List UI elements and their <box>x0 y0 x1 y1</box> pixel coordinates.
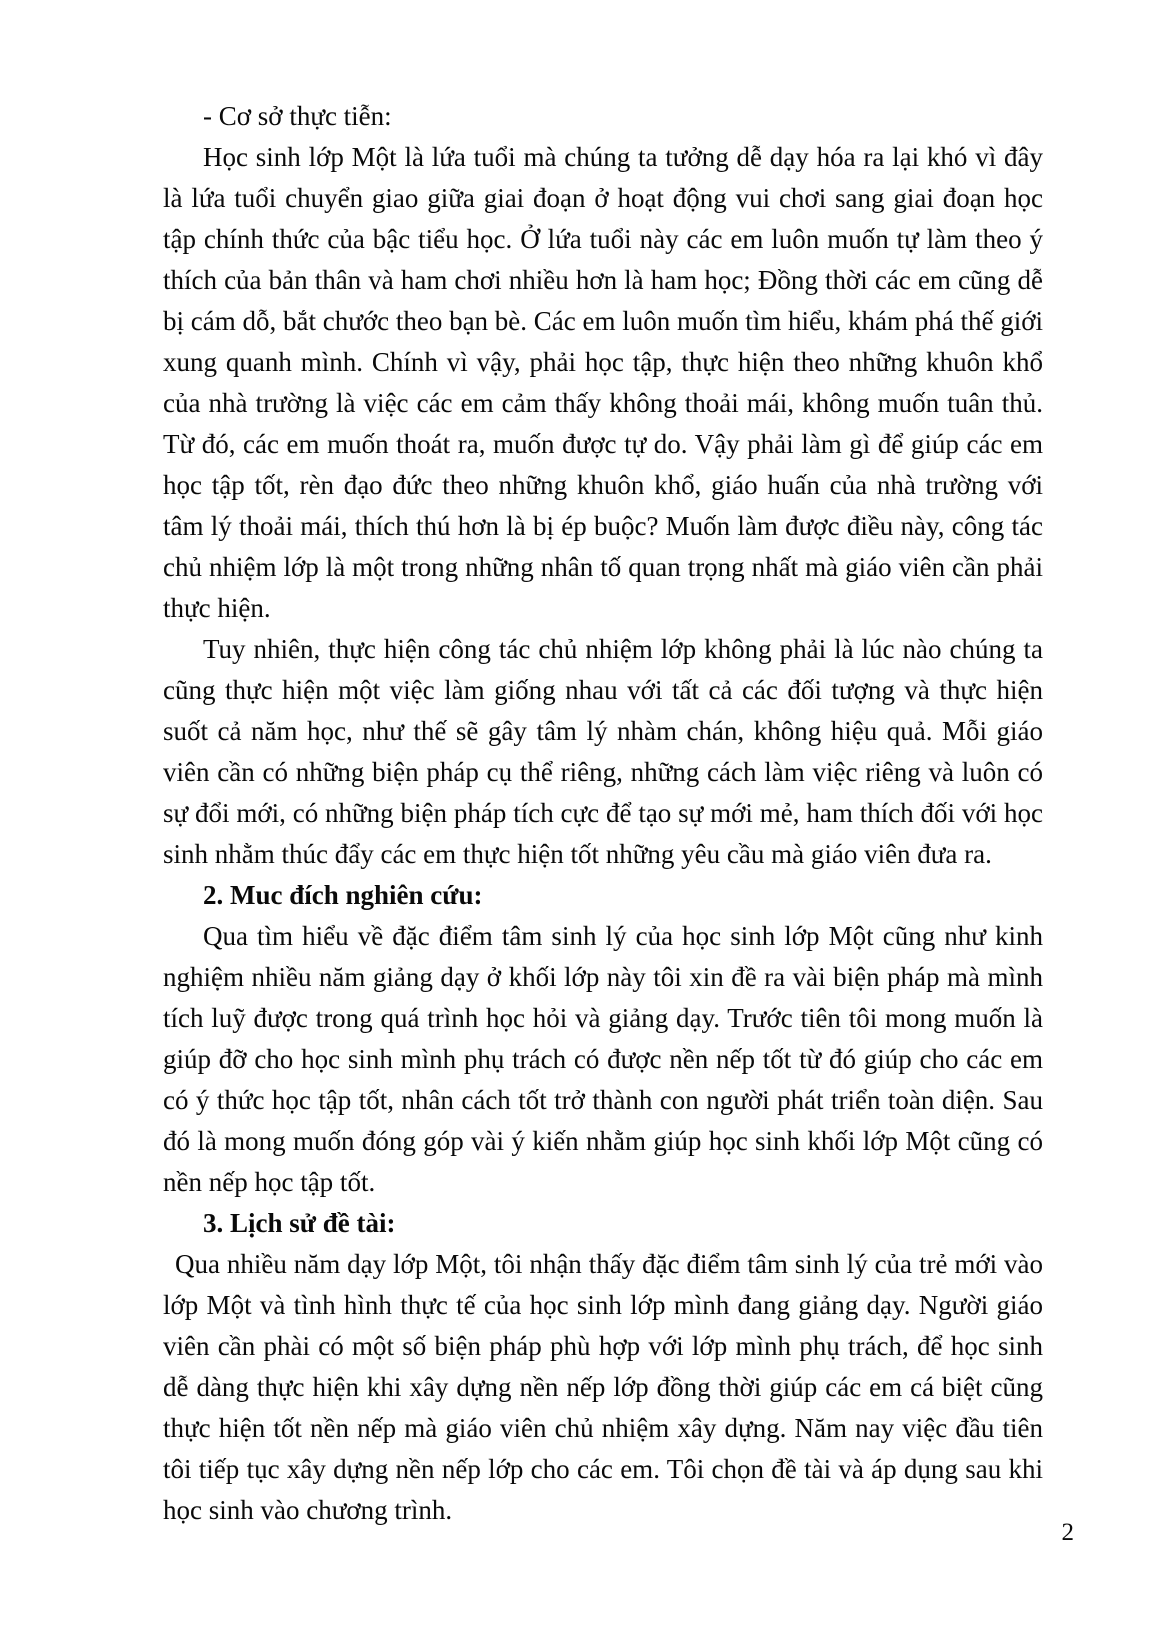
paragraph: Học sinh lớp Một là lứa tuổi mà chúng ta tưởng dễ dạy hóa ra lại khó vì đây là lứa tuổi chuyển giao giữa giai đoạn ở hoạt động vui chơi sang giai đoạn học tập chính thức của bậc tiểu học. Ở lứa tuổi này các em luôn muốn tự làm theo ý thích của bản thân và ham chơi nhiều hơn là ham học; Đồng thời các em cũng dễ bị cám dỗ, bắt chước theo bạn bè. Các em luôn muốn tìm hiểu, khám phá thế giới xung quanh mình. Chính vì vậy, phải học tập, thực hiện theo những khuôn khổ của nhà trường là việc các em cảm thấy không thoải mái, không muốn tuân thủ. Từ đó, các em muốn thoát ra, muốn được tự do. Vậy phải làm gì để giúp các em học tập tốt, rèn đạo đức theo những khuôn khổ, giáo huấn của nhà trường với tâm lý thoải mái, thích thú hơn là bị ép buộc? Muốn làm được điều này, công tác chủ nhiệm lớp là một trong những nhân tố quan trọng nhất mà giáo viên cần phải thực hiện. <box>163 142 1043 623</box>
page-number: 2 <box>1061 1519 1074 1546</box>
paragraph: Qua nhiều năm dạy lớp Một, tôi nhận thấy đặc điểm tâm sinh lý của trẻ mới vào lớp Một và tình hình thực tế của học sinh lớp mình đang giảng dạy. Người giáo viên cần phài có một số biện pháp phù hợp với lớp mình phụ trách, để học sinh dễ dàng thực hiện khi xây dựng nền nếp lớp đồng thời giúp các em cá biệt cũng thực hiện tốt nền nếp mà giáo viên chủ nhiệm xây dựng. Năm nay việc đầu tiên tôi tiếp tục xây dựng nền nếp lớp cho các em. Tôi chọn đề tài và áp dụng sau khi học sinh vào chương trình. <box>163 1249 1043 1525</box>
section-heading: 2. Muc đích nghiên cứu: <box>203 880 483 910</box>
paragraph: - Cơ sở thực tiễn: <box>203 101 392 131</box>
section-heading: 3. Lịch sử đề tài: <box>203 1208 396 1238</box>
paragraph: Qua tìm hiểu về đặc điểm tâm sinh lý của học sinh lớp Một cũng như kinh nghiệm nhiều năm giảng dạy ở khối lớp này tôi xin đề ra vài biện pháp mà mình tích luỹ được trong quá trình học hỏi và giảng dạy. Trước tiên tôi mong muốn là giúp đỡ cho học sinh mình phụ trách có được nền nếp tốt từ đó giúp cho các em có ý thức học tập tốt, nhân cách tốt trở thành con người phát triển toàn diện. Sau đó là mong muốn đóng góp vài ý kiến nhằm giúp học sinh khối lớp Một cũng có nền nếp học tập tốt. <box>163 921 1043 1197</box>
document-body <box>163 96 1043 1531</box>
paragraph: Tuy nhiên, thực hiện công tác chủ nhiệm lớp không phải là lúc nào chúng ta cũng thực hiện một việc làm giống nhau với tất cả các đối tượng và thực hiện suốt cả năm học, như thế sẽ gây tâm lý nhàm chán, không hiệu quả. Mỗi giáo viên cần có những biện pháp cụ thể riêng, những cách làm việc riêng và luôn có sự đổi mới, có những biện pháp tích cực để tạo sự mới mẻ, ham thích đối với học sinh nhằm thúc đẩy các em thực hiện tốt những yêu cầu mà giáo viên đưa ra. <box>163 634 1043 869</box>
